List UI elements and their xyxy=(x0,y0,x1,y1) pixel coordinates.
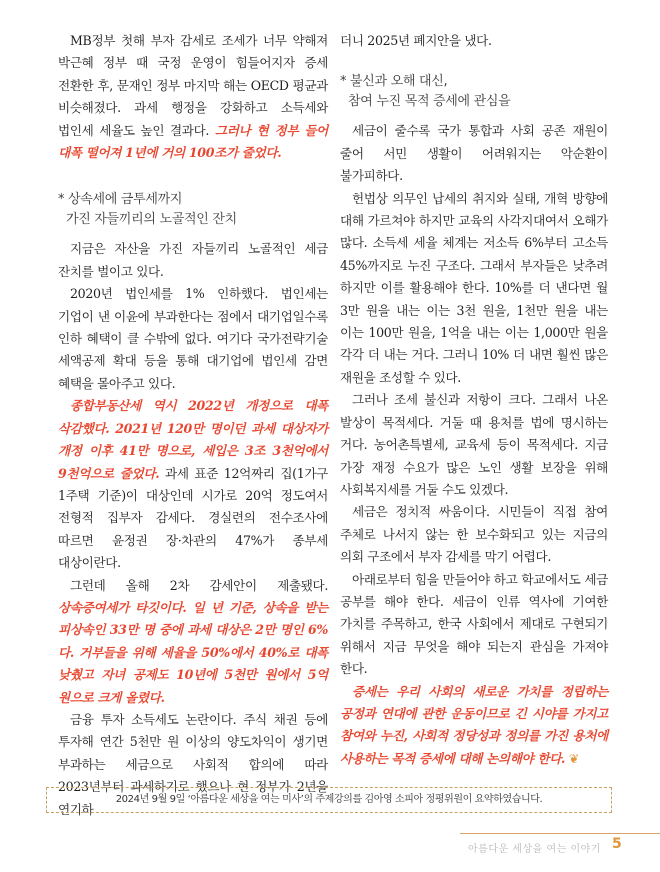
paragraph: 그러나 조세 불신과 저항이 크다. 그래서 나온 발상이 목적세다. 거둘 때 용처를 법에 명시하는 거다. 농어촌특별세, 교육세 등이 목적세다. 지금 가장 재정 수요가 많은 노인 생활 보장을 위해 사회복지세를 거둘 수도 있겠다. xyxy=(340,392,608,497)
summary-note: 2024년 9월 9일 ‘아름다운 세상을 여는 미사’의 주제강의를 김아영 소피아 정평위원이 요약하였습니다. xyxy=(46,787,612,813)
section-heading-line: * 상속세에 금투세까지 xyxy=(58,192,183,208)
paragraph: 지금은 자산을 가진 자들끼리 노골적인 세금 잔치를 벌이고 있다. xyxy=(58,241,328,279)
section-heading-line: 가진 자들끼리의 노골적인 잔치 xyxy=(66,212,237,228)
leaf-icon: ❦ xyxy=(568,750,579,766)
highlight-text: 증세는 우리 사회의 새로운 가치를 정립하는 공정과 연대에 관한 운동이므로 긴 시야를 가지고 참여와 누진, 사회적 정당성과 정의를 가진 용처에 사용하는 목적 증세에 대해 논의해야 한다. xyxy=(340,683,608,766)
left-column xyxy=(58,30,328,821)
paragraph-text: 그런데 올해 2차 감세안이 제출됐다. xyxy=(70,577,328,593)
section-heading-line: 참여 누진 목적 증세에 관심을 xyxy=(348,94,511,110)
section-heading-inheritance xyxy=(58,190,328,230)
paragraph: 세금은 정치적 싸움이다. 시민들이 직접 참여 주체로 나서지 않는 한 보수화되고 있는 지금의 의회 구조에서 부자 감세를 막기 어렵다. xyxy=(340,504,608,565)
section-heading-purpose-tax xyxy=(340,72,608,112)
paragraph-text: 과세 표준 12억짜리 집(1가구 1주택 기준)이 대상인데 시가로 20억 정도여서 전형적 집부자 감세다. 경실련의 전수조사에 따르면 윤정권 장·차관의 47%가 종부세 대상이란다. xyxy=(58,465,328,571)
footer-magazine-title: 아름다운 세상을 여는 이야기 xyxy=(468,844,601,855)
paragraph-text: MB정부 첫해 부자 감세로 조세가 너무 약해져 박근혜 정부 때 국정 운영이 힘들어지자 증세 전환한 후, 문재인 정부 마지막 해는 OECD 평균과 비슷해졌다. 과세 행정을 강화하고 소득세와 법인세 세율도 높인 결과다. xyxy=(58,33,328,138)
paragraph xyxy=(58,575,328,709)
paragraph: 2020년 법인세를 1% 인하했다. 법인세는 기업이 낸 이윤에 부과한다는 점에서 대기업일수록 인하 혜택이 클 수밖에 없다. 여기다 국가전략기술 세액공제 확대 등을 통해 대기업에 법인세 감면 혜택을 몰아주고 있다. xyxy=(58,286,328,391)
footer-divider xyxy=(460,833,660,834)
paragraph: 아래로부터 힘을 만들어야 하고 학교에서도 세금 공부를 해야 한다. 세금이 인류 역사에 기여한 가치를 주목하고, 한국 사회에서 제대로 구현되기 위해서 지금 무엇을 해야 되는지 관심을 가져야 한다. xyxy=(340,571,608,677)
paragraph xyxy=(58,395,328,574)
right-column xyxy=(340,30,608,770)
paragraph-intro xyxy=(58,30,328,164)
paragraph-conclusion xyxy=(340,681,608,771)
page-number: 5 xyxy=(612,836,622,852)
paragraph: 헌법상 의무인 납세의 취지와 실태, 개혁 방향에 대해 가르쳐야 하지만 교육의 사각지대여서 오해가 많다. 소득세 세율 체계는 저소득 6%부터 고소득 45%까지로 누진 구조다. 그래서 부자들은 낮추려 하지만 이를 활용해야 한다. 10%를 더 낸다면 월 3만 원을 내는 이는 3천 원을, 1천만 원을 내는 이는 100만 원을, 1억을 내는 이는 1,000만 원을 각각 더 내는 거다. 그러니 10% 더 내면 훨씬 많은 재원을 조성할 수 있다. xyxy=(340,190,608,385)
paragraph: 금융 투자 소득세도 논란이다. 주식 채권 등에 투자해 연간 5천만 원 이상의 양도차익이 생기면 부과하는 세금으로 사회적 합의에 따라 2023년부터 과세하기로 했으나 현 정부가 2년을 연기하 xyxy=(58,711,328,817)
highlight-text: 종합부동산세 역시 2022년 개정으로 대폭 삭감했다. 2021년 120만 명이던 과세 대상자가 개정 이후 41만 명으로, 세입은 3조 3천억에서 9천억으로 줄었다. xyxy=(58,398,328,481)
highlight-text: 그러나 현 정부 들어 대폭 떨어져 1년에 거의 100조가 줄었다. xyxy=(58,122,328,161)
section-heading-line: * 불신과 오해 대신, xyxy=(340,74,448,90)
highlight-text: 상속증여세가 타깃이다. 일 년 기준, 상속을 받는 피상속인 33만 명 중에 과세 대상은 2만 명인 6%다. 거부들을 위해 세율을 50%에서 40%로 대폭 낮췄고 자녀 공제도 10년에 5천만 원에서 5억 원으로 크게 올렸다. xyxy=(58,599,328,705)
paragraph-continued: 더니 2025년 폐지안을 냈다. xyxy=(340,33,492,48)
paragraph: 세금이 줄수록 국가 통합과 사회 공존 재원이 줄어 서민 생활이 어려워지는 악순환이 불가피하다. xyxy=(340,123,608,184)
